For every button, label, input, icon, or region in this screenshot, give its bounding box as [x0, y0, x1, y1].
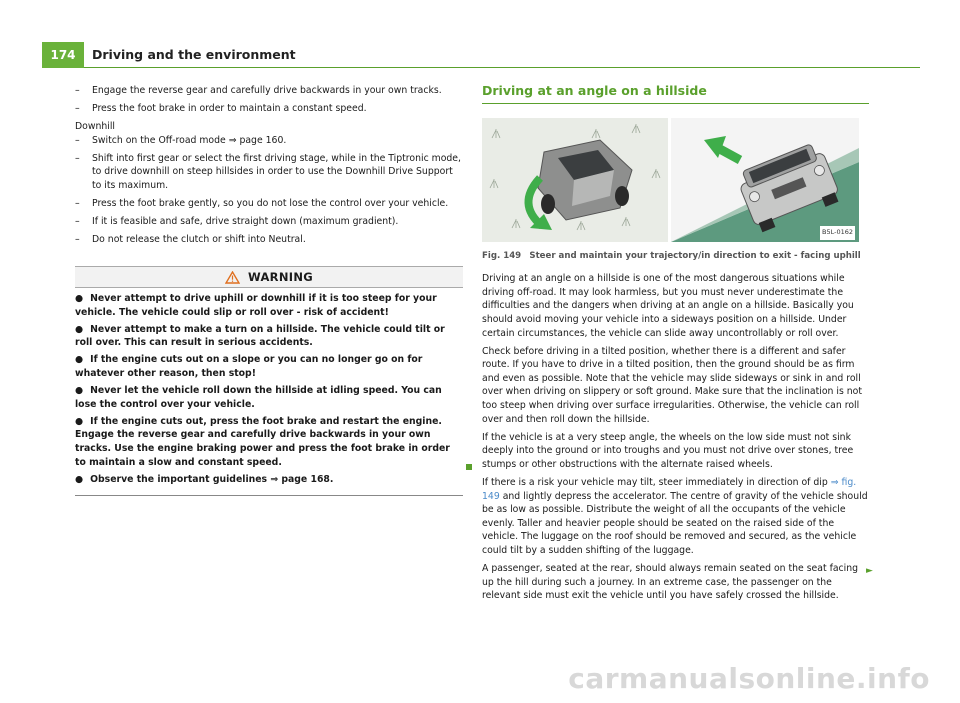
warning-triangle-icon	[225, 271, 240, 284]
chapter-title: Driving and the environment	[92, 47, 296, 62]
warning-header	[75, 266, 463, 288]
figure-link[interactable]: ⇒ fig. 149	[482, 477, 857, 502]
paragraph: A passenger, seated at the rear, should always remain seated on the seat facing up the hill during such a journey. In an extreme case, the passenger on the relevant side must exit the vehicle until you have safely crossed the hillside.	[482, 563, 859, 602]
bullet-icon: ●	[75, 323, 84, 335]
warning-body	[75, 288, 463, 495]
left-column	[75, 84, 463, 251]
page-number: 174	[42, 42, 84, 68]
paragraph: If the vehicle is at a very steep angle, the wheels on the low side must not sink deeply into the ground or into troughs and you must not drive over stones, tree stumps or other obstructions with the alternate raised wheels.	[482, 431, 854, 470]
warning-box	[75, 266, 463, 496]
bullet-icon: ●	[75, 293, 84, 304]
continue-arrow-icon: ►	[866, 566, 873, 576]
downhill-heading: Downhill	[75, 121, 115, 133]
paragraph: If there is a risk your vehicle may tilt, steer immediately in direction of dip ⇒ fig. 149 and lightly depress the accelerator. The centre of gravity of the vehicle should be as low as possible. Distribute the weight of all the occupants of the vehicle evenly. Taller and heavier people should be seated on the raised side of the vehicle. The luggage on the roof should be removed and secured, as the vehicle could tilt by a sudden shifting of the luggage.	[482, 477, 868, 556]
figure-caption	[482, 250, 869, 264]
bullet-icon: ●	[75, 354, 84, 366]
step-item: – If it is feasible and safe, drive straight down (maximum gradient).	[75, 215, 463, 229]
hillside-illustration	[482, 118, 859, 242]
step-text: Switch on the Off-road mode ⇒ page 160.	[92, 134, 287, 146]
bullet-icon: ●	[75, 385, 84, 397]
bullet-icon: ●	[75, 473, 84, 485]
caption-label: Fig. 149	[482, 250, 522, 261]
figure-149	[482, 118, 859, 242]
figure-code: B5L-0162	[820, 226, 855, 240]
warning-item: ● Never attempt to drive uphill or downhill if it is too steep for your vehicle. The vehicle could slip or roll over - risk of accident!	[75, 293, 437, 318]
warning-item: ● If the engine cuts out on a slope or you can no longer go on for whatever other reason, then stop!	[75, 354, 423, 379]
step-item	[75, 134, 463, 148]
warning-item: ● Never let the vehicle roll down the hillside at idling speed. You can lose the control over your vehicle.	[75, 385, 442, 410]
bullet-icon: ●	[75, 415, 84, 427]
warning-item: ● Observe the important guidelines ⇒ page 168.	[75, 473, 334, 485]
warning-item: ● If the engine cuts out, press the foot brake and restart the engine. Engage the reverse gear and carefully drive backwards in your own tracks. Use the engine braking power and press the foot brake in order to maintain a slow and constant speed.	[75, 415, 450, 468]
step-item: – Press the foot brake gently, so you do not lose the control over your vehicle.	[75, 197, 463, 211]
warning-label: WARNING	[248, 270, 313, 284]
section-title: Driving at an angle on a hillside	[482, 84, 869, 104]
caption-text: Steer and maintain your trajectory/in direction to exit - facing uphill	[529, 250, 861, 261]
step-item: – Shift into first gear or select the first driving stage, while in the Tiptronic mode, to drive downhill on steep hillsides in order to use the Downhill Drive Support to its maximum.	[75, 152, 463, 193]
step-item: – Do not release the clutch or shift into Neutral.	[75, 233, 463, 247]
paragraph: Check before driving in a tilted position, whether there is a different and safer route. If you have to drive in a tilted position, then the ground should be as firm and even as possible. Note that the vehicle may slide sideways or sink in and roll over when driving on slippery or soft ground. Make sure that the inclination is not too steep when driving over surface irregularities. Otherwise, the vehicle can roll over and then roll down the hillside.	[482, 345, 862, 425]
step-item: – Engage the reverse gear and carefully drive backwards in your own tracks.	[75, 84, 463, 98]
paragraph: Driving at an angle on a hillside is one of the most dangerous situations while driving off-road. It may look harmless, but you must never underestimate the difficulties and the dangers when driving at an angle on a hillside. Basically you should avoid moving your vehicle into a sideways position on a hillside. Under certain circumstances, the vehicle can slide away uncontrollably or roll over.	[482, 273, 854, 339]
section-end-marker	[466, 464, 472, 470]
warning-item: ● Never attempt to make a turn on a hillside. The vehicle could tilt or roll over. This can result in serious accidents.	[75, 323, 445, 349]
right-column	[482, 84, 869, 607]
step-item: – Press the foot brake in order to maintain a constant speed.	[75, 102, 463, 116]
page-header	[42, 42, 920, 68]
watermark: carmanualsonline.info	[568, 662, 930, 695]
